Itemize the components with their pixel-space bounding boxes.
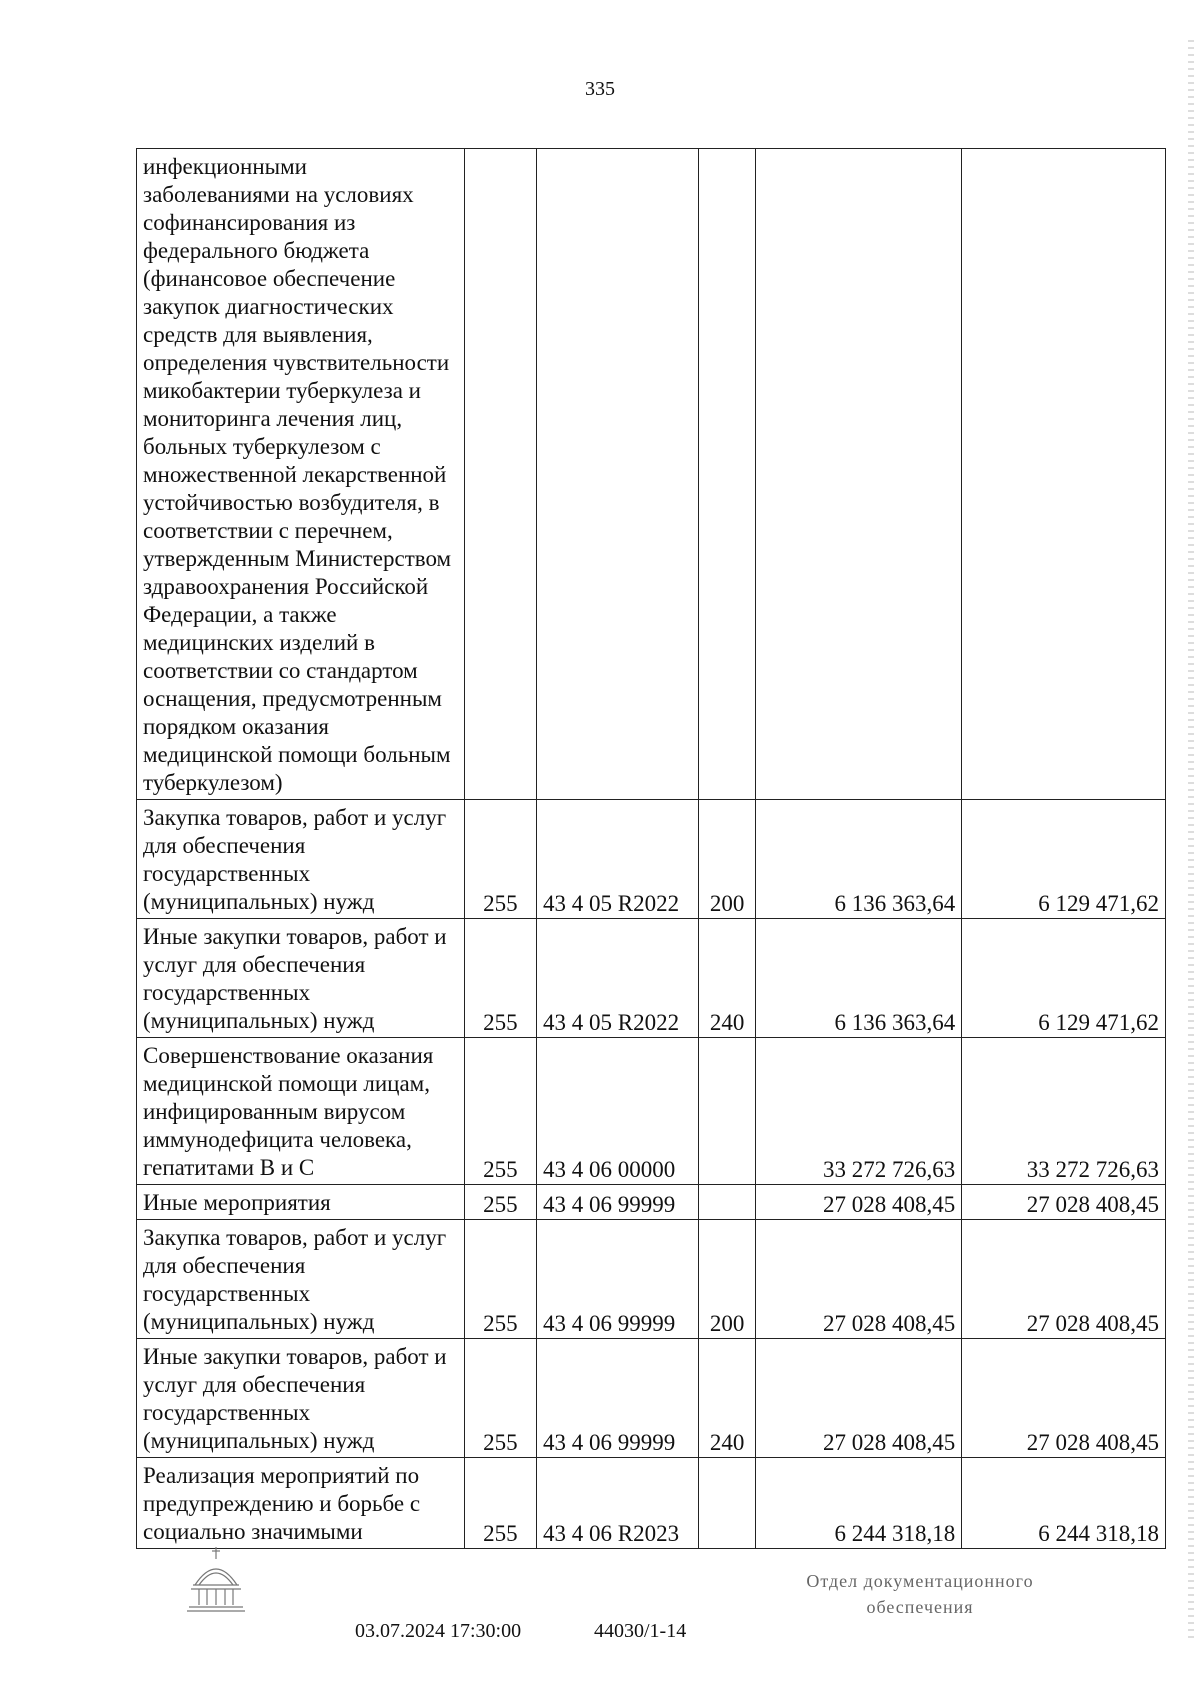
row-vr-code <box>698 1185 756 1220</box>
row-sum-2024: 6 136 363,64 <box>756 800 962 919</box>
scan-edge-strip <box>1188 40 1194 1640</box>
table-row <box>137 1038 1166 1185</box>
row-csr-code: 43 4 05 R2022 <box>537 800 699 919</box>
row-name: инфекционными заболеваниями на условиях софинансирования из федерального бюджета (финансовое обеспечение закупок диагностических средств для выявления, определения чувствительности микобактерии туберкулеза и мониторинга лечения лиц, больных туберкулезом с множественной лекарственной устойчивостью возбудителя, в соответствии с перечнем, утвержденным Министерством здравоохранения Российской Федерации, а также медицинских изделий в соответствии со стандартом оснащения, предусмотренным порядком оказания медицинской помощи больным туберкулезом) <box>137 149 465 800</box>
row-vr-code: 240 <box>698 1339 756 1458</box>
row-csr-code <box>537 149 699 800</box>
row-name: Закупка товаров, работ и услуг для обеспечения государственных (муниципальных) нужд <box>137 800 465 919</box>
row-csr-code: 43 4 05 R2022 <box>537 919 699 1038</box>
row-name: Иные закупки товаров, работ и услуг для обеспечения государственных (муниципальных) нужд <box>137 919 465 1038</box>
row-sum-2024: 6 136 363,64 <box>756 919 962 1038</box>
row-ved-code: 255 <box>464 1220 536 1339</box>
row-sum-2025: 33 272 726,63 <box>962 1038 1166 1185</box>
row-ved-code: 255 <box>464 1038 536 1185</box>
row-vr-code <box>698 1458 756 1549</box>
row-csr-code: 43 4 06 99999 <box>537 1220 699 1339</box>
row-csr-code: 43 4 06 99999 <box>537 1185 699 1220</box>
footer-date: 03.07.2024 17:30:00 <box>355 1620 522 1642</box>
row-sum-2024: 27 028 408,45 <box>756 1185 962 1220</box>
row-sum-2024: 27 028 408,45 <box>756 1339 962 1458</box>
row-name: Иные закупки товаров, работ и услуг для обеспечения государственных (муниципальных) нужд <box>137 1339 465 1458</box>
row-ved-code: 255 <box>464 1339 536 1458</box>
row-sum-2025 <box>962 149 1166 800</box>
row-sum-2025: 6 129 471,62 <box>962 800 1166 919</box>
row-name: Совершенствование оказания медицинской помощи лицам, инфицированным вирусом иммунодефицита человека, гепатитами В и С <box>137 1038 465 1185</box>
table-row <box>137 1458 1166 1549</box>
row-ved-code <box>464 149 536 800</box>
row-sum-2025: 27 028 408,45 <box>962 1185 1166 1220</box>
row-ved-code: 255 <box>464 1458 536 1549</box>
row-name: Иные мероприятия <box>137 1185 465 1220</box>
row-vr-code <box>698 1038 756 1185</box>
table-row <box>137 800 1166 919</box>
row-sum-2024: 33 272 726,63 <box>756 1038 962 1185</box>
footer-doc-number: 44030/1-14 <box>594 1620 687 1642</box>
page-number: 335 <box>585 78 615 100</box>
row-sum-2025: 27 028 408,45 <box>962 1220 1166 1339</box>
table-row <box>137 919 1166 1038</box>
footer-department-stamp: Отдел документационного обеспечения <box>806 1571 1034 1617</box>
row-sum-2025: 6 129 471,62 <box>962 919 1166 1038</box>
row-sum-2025: 27 028 408,45 <box>962 1339 1166 1458</box>
budget-table-body <box>137 149 1166 1549</box>
table-row <box>137 1185 1166 1220</box>
row-ved-code: 255 <box>464 800 536 919</box>
row-vr-code: 240 <box>698 919 756 1038</box>
row-ved-code: 255 <box>464 919 536 1038</box>
table-row <box>137 149 1166 800</box>
row-csr-code: 43 4 06 00000 <box>537 1038 699 1185</box>
row-csr-code: 43 4 06 R2023 <box>537 1458 699 1549</box>
table-row <box>137 1220 1166 1339</box>
parliament-dome-icon <box>185 1545 247 1615</box>
row-sum-2024 <box>756 149 962 800</box>
row-sum-2025: 6 244 318,18 <box>962 1458 1166 1549</box>
row-sum-2024: 6 244 318,18 <box>756 1458 962 1549</box>
table-row <box>137 1339 1166 1458</box>
row-ved-code: 255 <box>464 1185 536 1220</box>
row-vr-code: 200 <box>698 1220 756 1339</box>
row-csr-code: 43 4 06 99999 <box>537 1339 699 1458</box>
row-name: Закупка товаров, работ и услуг для обеспечения государственных (муниципальных) нужд <box>137 1220 465 1339</box>
row-vr-code: 200 <box>698 800 756 919</box>
row-vr-code <box>698 149 756 800</box>
row-name: Реализация мероприятий по предупреждению и борьбе с социально значимыми <box>137 1458 465 1549</box>
row-sum-2024: 27 028 408,45 <box>756 1220 962 1339</box>
budget-table <box>136 148 1166 1549</box>
